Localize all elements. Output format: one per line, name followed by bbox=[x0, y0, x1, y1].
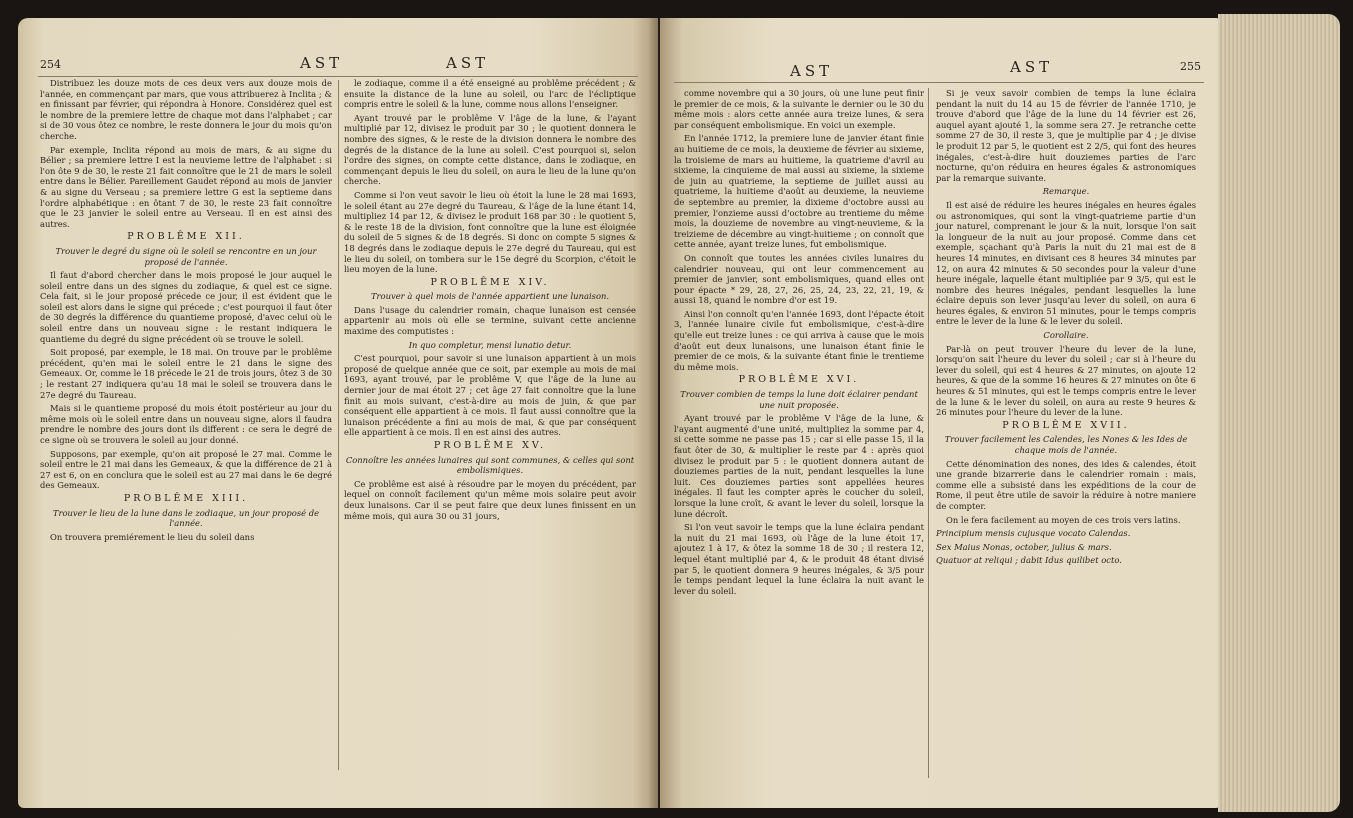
paragraph: On connoît que toutes les années civiles lunaires du calendrier nouveau, qui ont leur commencement au premier de janvier, sont embolismiques, quand elles ont pour épacte * 29, 28, 27, 26, 25, 24, 23, 22, 21, 19, & aussi 18, quand le nombre d'or est 19. bbox=[674, 252, 924, 306]
paragraph: Il est aisé de réduire les heures inégales en heures égales ou astronomiques, qui sont la vingt-quatrieme partie d'un jour naturel, comprenant le jour & la nuit, lorsque l'on sait la longueur de la nuit au jour proposé. Comme dans cet exemple, sçachant qu'à Paris la nuit du 21 mai est de 8 heures 14 minutes, en divisant ces 8 heures 34 minutes par 12, on aura 42 minutes & 50 secondes pour la valeur d'une heure inégale, laquelle étant multipliée par 9 3/5, qui est le nombre des heures inégales, pendant lesquelles la lune éclaire depuis son lever jusqu'au lever du soleil, on aura 6 heures égales, & environ 51 minutes, pour le temps compris entre le lever de la lune & le lever du soleil. bbox=[936, 199, 1196, 327]
left-running-header-2: AST bbox=[446, 54, 490, 72]
header-rule-right bbox=[674, 82, 1204, 83]
section-heading: Corollaire. bbox=[1043, 330, 1089, 341]
right-page-number: 255 bbox=[1180, 60, 1201, 73]
paragraph: Ce problême est aisé à résoudre par le moyen du précédent, par lequel on connoît facilement qu'un même mois solaire peut avoir deux lunaisons. Car il se peut faire que deux lunes finissent en un même mois, qui aura 30 ou 31 jours, bbox=[344, 478, 636, 521]
italic-statement: Trouver facilement les Calendes, les Nones & les Ides de chaque mois de l'année. bbox=[944, 434, 1188, 455]
paragraph: Supposons, par exemple, qu'on ait proposé le 27 mai. Comme le soleil entre le 21 mai dans les Gemeaux, & que la différence de 21 à 27 est 6, on en conclura que le soleil est au 27 mai dans le 6e degré des Gemeaux. bbox=[40, 448, 332, 491]
page-edges bbox=[1218, 14, 1340, 812]
italic-statement: Principium mensis cujusque vocato Calendas. bbox=[936, 528, 1131, 539]
left-column-1 bbox=[40, 78, 332, 545]
paragraph: Si l'on veut savoir le temps que la lune éclaira pendant la nuit du 21 mai 1693, où l'âge de la lune étoit 17, ajoutez 1 à 17, & ôtez la somme 18 de 30 ; il restera 12, lequel étant multiplié par 4, & le produit 48 étant divisé par 5, le quotient donnera 9 heures inégales, & 3/5 pour le temps pendant lequel la lune éclaira la nuit avant le lever du soleil. bbox=[674, 522, 924, 596]
italic-statement: Trouver combien de temps la lune doit éclairer pendant une nuit proposée. bbox=[680, 389, 918, 410]
paragraph: Ayant trouvé par le problême V l'âge de la lune, & l'ayant multiplié par 12, divisez le produit par 30 ; le quotient donnera le nombre des signes, & le reste de la division donnera le nombre des degrés de la distance de la lune au soleil. C'est pourquoi si, selon l'ordre des signes, on compte cette distance, dans le zodiaque, en commençant depuis le lieu du soleil, on aura le lieu de la lune qu'on cherche. bbox=[344, 112, 636, 187]
paragraph: On trouvera premiérement le lieu du soleil dans bbox=[50, 531, 255, 542]
paragraph: Soit proposé, par exemple, le 18 mai. On trouve par le problême précédent, qu'en mai le soleil entre le 21 dans le signe des Gemeaux. Or, comme le 18 précede le 21 de trois jours, ôtez 3 de 30 ; le restant 27 indiquera qu'au 18 mai le soleil se trouvera dans le 27e degré du Taureau. bbox=[40, 347, 332, 400]
right-running-header: AST bbox=[790, 62, 834, 80]
paragraph: Dans l'usage du calendrier romain, chaque lunaison est censée appartenir au mois où elle se termine, suivant cette ancienne maxime des computistes : bbox=[344, 304, 636, 337]
paragraph: Si je veux savoir combien de temps la lune éclaira pendant la nuit du 14 au 15 de février de l'année 1710, je trouve d'abord que l'âge de la lune du 14 février est 26, auquel ayant ajouté 1, la somme sera 27. Je retranche cette somme 27 de 30, il reste 3, que je multiplie par 4 ; je divise le produit 12 par 5, le quotient est 2 2/5, qui font des heures inégales, c'est-à-dire huit douziemes parties de l'arc nocturne, qu'on réduira en heures égales & astronomiques par la remarque suivante. bbox=[936, 88, 1196, 183]
paragraph: le zodiaque, comme il a été enseigné au problême précédent ; & ensuite la distance de la lune au soleil, ou l'arc de l'écliptique compris entre le soleil & la lune, comme nous allons l'enseigner. bbox=[344, 78, 636, 110]
problem-heading: PROBLÊME XVII. bbox=[1002, 419, 1130, 431]
problem-heading: PROBLÊME XIII. bbox=[123, 492, 249, 504]
left-running-header: AST bbox=[300, 54, 344, 72]
paragraph: Par-là on peut trouver l'heure du lever de la lune, lorsqu'on sait l'heure du lever du soleil ; car si à l'heure du lever du soleil, qui est 4 heures & 27 minutes, on ajoute 12 heures, & que de la somme 16 heures & 27 minutes on ôte 6 heures & 51 minutes, qui est le temps compris entre le lever de la lune & le lever du soleil, on aura au reste 9 heures & 26 minutes pour l'heure du lever de la lune. bbox=[936, 343, 1196, 418]
italic-statement: Sex Maius Nonas, october, julius & mars. bbox=[936, 541, 1112, 552]
italic-statement: Trouver le lieu de la lune dans le zodiaque, un jour proposé de l'année. bbox=[52, 507, 320, 529]
italic-statement: Trouver à quel mois de l'année appartient une lunaison. bbox=[370, 291, 610, 302]
italic-statement: Trouver le degré du signe où le soleil se rencontre en un jour proposé de l'année. bbox=[55, 245, 317, 267]
left-page bbox=[18, 18, 658, 808]
left-page-number: 254 bbox=[40, 58, 61, 71]
italic-statement: In quo completur, mensi lunatio detur. bbox=[408, 339, 572, 350]
italic-statement: Quatuor at reliqui ; dabit Idus quilibet octo. bbox=[936, 555, 1122, 566]
problem-heading: PROBLÊME XIV. bbox=[430, 276, 550, 288]
column-separator-right bbox=[928, 88, 929, 778]
left-column-2 bbox=[344, 78, 636, 524]
paragraph: Il faut d'abord chercher dans le mois proposé le jour auquel le soleil entre dans un des signes du zodiaque, & quel est ce signe. Cela fait, si le jour proposé précede ce jour, il est évident que le soleil est alors dans le signe qui précede ; c'est pourquoi il faut ôter de 30 degrés la différence du quantieme proposé, d'avec celui où le soleil entre dans un nouveau signe : le restant indiquera le quantieme du degré du signe précédent où se trouve le soleil. bbox=[40, 270, 332, 344]
paragraph: En l'année 1712, la premiere lune de janvier étant finie au huitieme de ce mois, la deuxieme de février au sixieme, la troisieme de mars au huitieme, la quatrieme d'avril au sixieme, la cinquieme de mai aussi au sixieme, la sixieme de juin au quatrieme, la septieme de juillet aussi au quatrieme, la huitieme d'août au deuxieme, la neuvieme de septembre au premier, la dixieme d'octobre aussi au premier, l'onzieme aussi d'octobre au trentieme du même mois, la douzieme de novembre au vingt-neuvieme, & la treizieme de décembre au vingt-huitieme ; on connoît que cette année, ayant treize lunes, fut embolismique. bbox=[674, 133, 924, 250]
paragraph: C'est pourquoi, pour savoir si une lunaison appartient à un mois proposé de quelque année que ce soit, par exemple au mois de mai 1693, ayant trouvé, par le problême V, que l'âge de la lune au dernier jour de mai étoit 27 ; cet âge 27 fait connoître que la lune finit au mois suivant, c'est-à-dire au mois de juin, & que par conséquent elle appartient à ce mois. Il faut aussi connoître que la lunaison précédente a fini au mois de mai, & que par conséquent elle appartient à ce mois. Il en est ainsi des autres. bbox=[344, 353, 636, 438]
problem-heading: PROBLÊME XVI. bbox=[738, 374, 860, 386]
paragraph: Mais si le quantieme proposé du mois étoit postérieur au jour du même mois où le soleil entre dans un nouveau signe, alors il faudra prendre le nombre des jours dont ils different : ce sera le degré de ce signe où se trouvera le soleil au jour donné. bbox=[40, 403, 332, 445]
paragraph: Distribuez les douze mots de ces deux vers aux douze mois de l'année, en commençant par mars, que vous attribuerez à Inclita ; & en finissant par février, qui répondra à Honore. Considérez quel est le nombre de la premiere lettre de chaque mot dans l'alphabet ; car si de 30 vous ôtez ce nombre, le reste donnera le jour du mois qu'on cherche. bbox=[40, 78, 332, 141]
problem-heading: PROBLÊME XV. bbox=[433, 440, 547, 451]
paragraph: On le fera facilement au moyen de ces trois vers latins. bbox=[946, 514, 1181, 525]
paragraph: Par exemple, Inclita répond au mois de mars, & au signe du Bélier ; sa premiere lettre I est la neuvieme lettre de l'alphabet : si l'on ôte 9 de 30, le reste 21 fait connoître que le 21 de mars le soleil entre dans le Bélier. Pareillement Gaudet répond au mois de janvier & au signe du Verseau ; sa premiere lettre G est la septieme dans l'ordre alphabétique : en ôtant 7 de 30, le reste 23 fait connoître que le 23 janvier le soleil entre au Verseau. Il en est ainsi des autres. bbox=[40, 144, 332, 229]
paragraph: Ayant trouvé par le problême V l'âge de la lune, & l'ayant augmenté d'une unité, multipliez la somme par 4, si cette somme ne passe pas 15 ; car si elle passe 15, il la faut ôter de 30, & multiplier le reste par 4 : après quoi divisez le produit par 5 : le quotient donnera autant de douziemes parties de la nuit, pendant lesquelles la lune luit. Ces douziemes parties sont appellées heures inégales. Il faut les compter après le coucher du soleil, lorsque la lune croît, & avant le lever du soleil, lorsque la lune décroît. bbox=[674, 413, 924, 519]
right-column-1 bbox=[674, 88, 924, 599]
right-running-header-2: AST bbox=[1010, 58, 1054, 76]
right-page bbox=[660, 18, 1220, 808]
problem-heading: PROBLÊME XII. bbox=[127, 231, 245, 243]
column-separator bbox=[338, 80, 339, 770]
italic-statement: Connoître les années lunaires qui sont communes, & celles qui sont embolismiques. bbox=[345, 454, 635, 476]
section-heading: Remarque. bbox=[1042, 186, 1090, 197]
paragraph: Cette dénomination des nones, des ides & calendes, étoit une grande bizarrerie dans le calendrier romain : mais, comme elle a subsisté dans les expéditions de la cour de Rome, il peut être utile de savoir la réduire à notre maniere de compter. bbox=[936, 458, 1196, 511]
paragraph: Comme si l'on veut savoir le lieu où étoit la lune le 28 mai 1693, le soleil étant au 27e degré du Taureau, & l'âge de la lune étant 14, multipliez 14 par 12, & divisez le produit 168 par 30 : le quotient 5, & le reste 18 de la division, font connoître que la lune est éloignée du soleil de 5 signes & de 18 degrés. Si donc on compte 5 signes & 18 degrés dans le zodiaque depuis le 27e degré du Taureau, qui est le lieu du soleil, on tombera sur le 15e degré du Scorpion, c'étoit le lieu moyen de la lune. bbox=[344, 189, 636, 275]
header-rule bbox=[38, 76, 638, 77]
paragraph: Ainsi l'on connoît qu'en l'année 1693, dont l'épacte étoit 3, l'année lunaire civile fut embolismique, c'est-à-dire qu'elle eut treize lunes : ce qui arriva à cause que le mois d'août eut deux lunaisons, une lunaison étant finie le premier de ce mois, & la suivante étant finie le trentieme du même mois. bbox=[674, 308, 924, 372]
right-column-2 bbox=[936, 88, 1196, 569]
paragraph: comme novembre qui a 30 jours, où une lune peut finir le premier de ce mois, & la suivante le dernier ou le 30 du même mois : alors cette année aura treize lunes, & sera par conséquent embolismique. En voici un exemple. bbox=[674, 88, 924, 130]
